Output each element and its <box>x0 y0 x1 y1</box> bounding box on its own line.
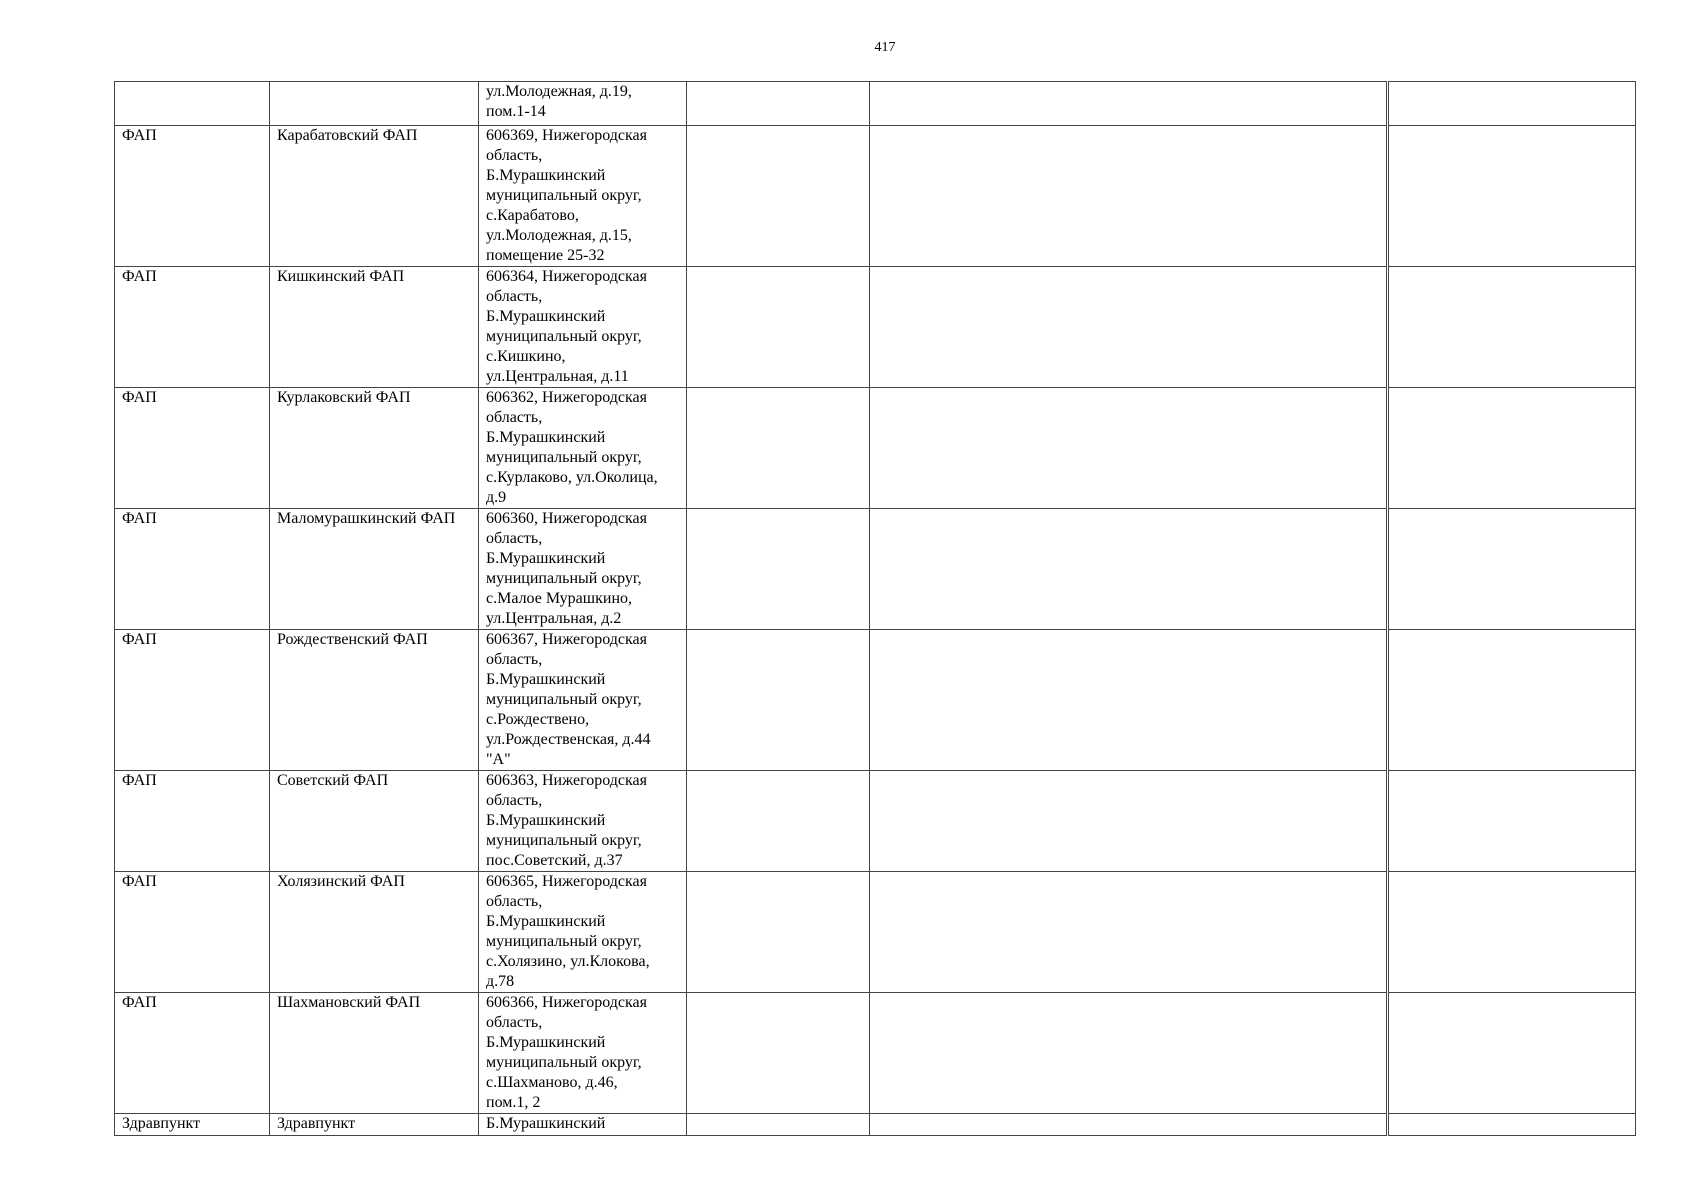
facility-address-cell: 606365, Нижегородская область, Б.Мурашкинский муниципальный округ, с.Холязино, ул.Клокова, д.78 <box>479 872 687 993</box>
facility-type-cell: ФАП <box>115 509 270 630</box>
empty-cell <box>870 630 1388 771</box>
table-row <box>115 267 1636 388</box>
empty-cell <box>1388 82 1636 126</box>
facility-type-cell: ФАП <box>115 126 270 267</box>
facility-type-cell <box>115 82 270 126</box>
empty-cell <box>1388 388 1636 509</box>
empty-cell <box>1388 872 1636 993</box>
empty-cell <box>687 771 870 872</box>
facilities-table <box>114 81 1636 1136</box>
empty-cell <box>687 388 870 509</box>
facility-address-cell: 606364, Нижегородская область, Б.Мурашкинский муниципальный округ, с.Кишкино, ул.Центральная, д.11 <box>479 267 687 388</box>
facility-type-cell: Здравпункт <box>115 1114 270 1136</box>
empty-cell <box>1388 126 1636 267</box>
empty-cell <box>687 509 870 630</box>
facility-name-cell: Курлаковский ФАП <box>270 388 479 509</box>
empty-cell <box>870 771 1388 872</box>
table-row <box>115 630 1636 771</box>
facility-address-cell: ул.Молодежная, д.19, пом.1-14 <box>479 82 687 126</box>
facility-type-cell: ФАП <box>115 630 270 771</box>
facility-type-cell: ФАП <box>115 993 270 1114</box>
empty-cell <box>1388 771 1636 872</box>
table-row <box>115 126 1636 267</box>
empty-cell <box>1388 509 1636 630</box>
facility-name-cell <box>270 82 479 126</box>
empty-cell <box>687 1114 870 1136</box>
facility-address-cell: 606362, Нижегородская область, Б.Мурашкинский муниципальный округ, с.Курлаково, ул.Околица, д.9 <box>479 388 687 509</box>
empty-cell <box>687 993 870 1114</box>
facility-type-cell: ФАП <box>115 267 270 388</box>
empty-cell <box>1388 630 1636 771</box>
table-row <box>115 82 1636 126</box>
empty-cell <box>687 82 870 126</box>
table-row <box>115 993 1636 1114</box>
facility-address-cell: 606367, Нижегородская область, Б.Мурашкинский муниципальный округ, с.Рождествено, ул.Рождественская, д.44 "А" <box>479 630 687 771</box>
facility-address-cell: 606363, Нижегородская область, Б.Мурашкинский муниципальный округ, пос.Советский, д.37 <box>479 771 687 872</box>
table-row <box>115 388 1636 509</box>
table-row <box>115 1114 1636 1136</box>
facility-type-cell: ФАП <box>115 872 270 993</box>
facility-name-cell: Маломурашкинский ФАП <box>270 509 479 630</box>
empty-cell <box>870 82 1388 126</box>
facility-name-cell: Рождественский ФАП <box>270 630 479 771</box>
empty-cell <box>870 993 1388 1114</box>
empty-cell <box>687 126 870 267</box>
table-row <box>115 509 1636 630</box>
empty-cell <box>687 267 870 388</box>
facility-name-cell: Советский ФАП <box>270 771 479 872</box>
facility-address-cell: Б.Мурашкинский <box>479 1114 687 1136</box>
empty-cell <box>687 872 870 993</box>
facility-name-cell: Здравпункт <box>270 1114 479 1136</box>
facility-address-cell: 606369, Нижегородская область, Б.Мурашкинский муниципальный округ, с.Карабатово, ул.Молодежная, д.15, помещение 25-32 <box>479 126 687 267</box>
empty-cell <box>870 267 1388 388</box>
empty-cell <box>1388 993 1636 1114</box>
empty-cell <box>870 388 1388 509</box>
empty-cell <box>870 509 1388 630</box>
facility-name-cell: Шахмановский ФАП <box>270 993 479 1114</box>
facility-type-cell: ФАП <box>115 771 270 872</box>
empty-cell <box>870 126 1388 267</box>
page-number: 417 <box>874 40 896 55</box>
facility-name-cell: Кишкинский ФАП <box>270 267 479 388</box>
empty-cell <box>870 872 1388 993</box>
facility-type-cell: ФАП <box>115 388 270 509</box>
table-row <box>115 771 1636 872</box>
empty-cell <box>1388 1114 1636 1136</box>
empty-cell <box>870 1114 1388 1136</box>
facility-name-cell: Холязинский ФАП <box>270 872 479 993</box>
table-row <box>115 872 1636 993</box>
facility-address-cell: 606360, Нижегородская область, Б.Мурашкинский муниципальный округ, с.Малое Мурашкино, ул.Центральная, д.2 <box>479 509 687 630</box>
facility-address-cell: 606366, Нижегородская область, Б.Мурашкинский муниципальный округ, с.Шахманово, д.46, пом.1, 2 <box>479 993 687 1114</box>
facility-name-cell: Карабатовский ФАП <box>270 126 479 267</box>
empty-cell <box>687 630 870 771</box>
empty-cell <box>1388 267 1636 388</box>
